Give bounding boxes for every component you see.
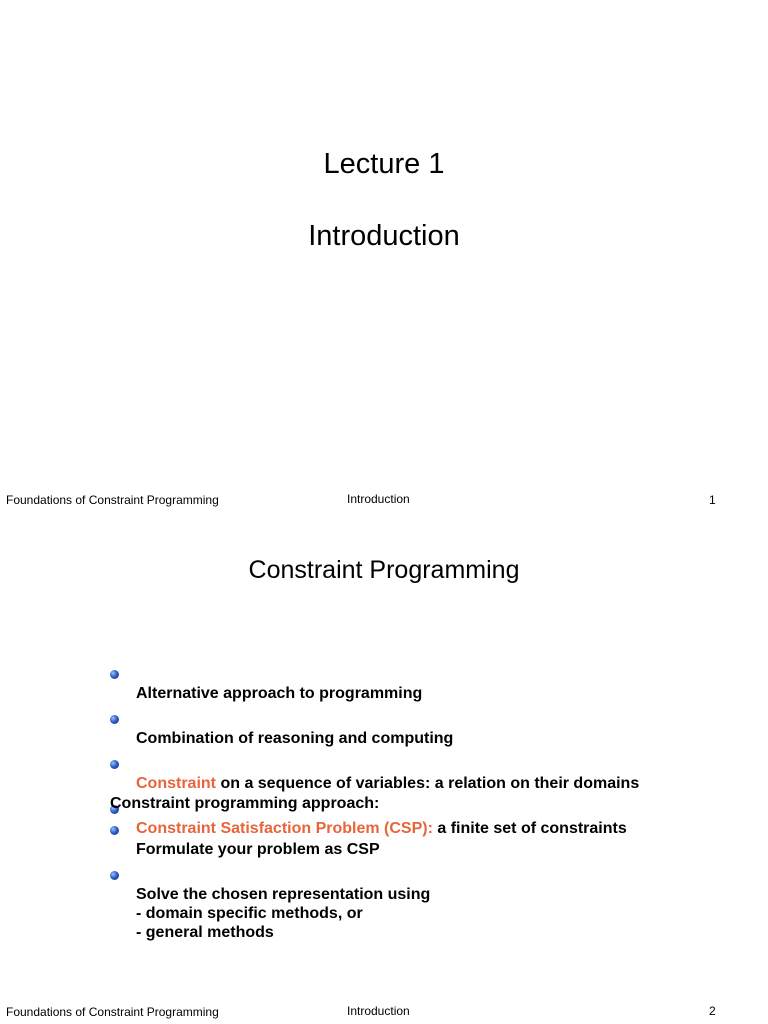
bullet-accent-text: Constraint Satisfaction Problem (CSP): bbox=[136, 820, 433, 837]
list-item bbox=[110, 710, 639, 748]
bullet-icon bbox=[110, 670, 119, 679]
bullet-icon bbox=[110, 871, 119, 880]
footer-section: Introduction bbox=[347, 492, 410, 506]
lecture-subtitle: Introduction bbox=[308, 220, 460, 252]
bullet-text: a finite set of constraints bbox=[432, 820, 627, 837]
bullet-text: on a sequence of variables: a relation on their domains bbox=[216, 775, 640, 792]
footer-course-name: Foundations of Constraint Programming bbox=[6, 1005, 219, 1019]
list-item bbox=[110, 821, 430, 859]
footer-course-name: Foundations of Constraint Programming bbox=[6, 493, 219, 507]
footer-page-number: 1 bbox=[709, 493, 716, 507]
bullet-accent-text: Constraint bbox=[136, 775, 216, 792]
footer-page-number: 2 bbox=[709, 1004, 716, 1018]
bullet-icon bbox=[110, 826, 119, 835]
list-item bbox=[110, 665, 639, 703]
approach-heading: Constraint programming approach: bbox=[110, 795, 380, 812]
topic-bullet-list bbox=[110, 665, 639, 845]
list-item bbox=[110, 866, 430, 942]
bullet-text: Solve the chosen representation using - domain specific methods, or - general methods bbox=[136, 886, 431, 941]
bullet-text: Combination of reasoning and computing bbox=[136, 730, 454, 747]
bullet-text: Formulate your problem as CSP bbox=[136, 841, 380, 858]
approach-bullet-list bbox=[110, 821, 430, 949]
slide-2 bbox=[0, 512, 768, 1024]
footer-section: Introduction bbox=[347, 1004, 410, 1018]
list-item bbox=[110, 755, 639, 793]
bullet-icon bbox=[110, 715, 119, 724]
bullet-text: Alternative approach to programming bbox=[136, 685, 423, 702]
slide-title: Constraint Programming bbox=[248, 556, 520, 584]
bullet-icon bbox=[110, 760, 119, 769]
lecture-title: Lecture 1 bbox=[323, 148, 445, 180]
